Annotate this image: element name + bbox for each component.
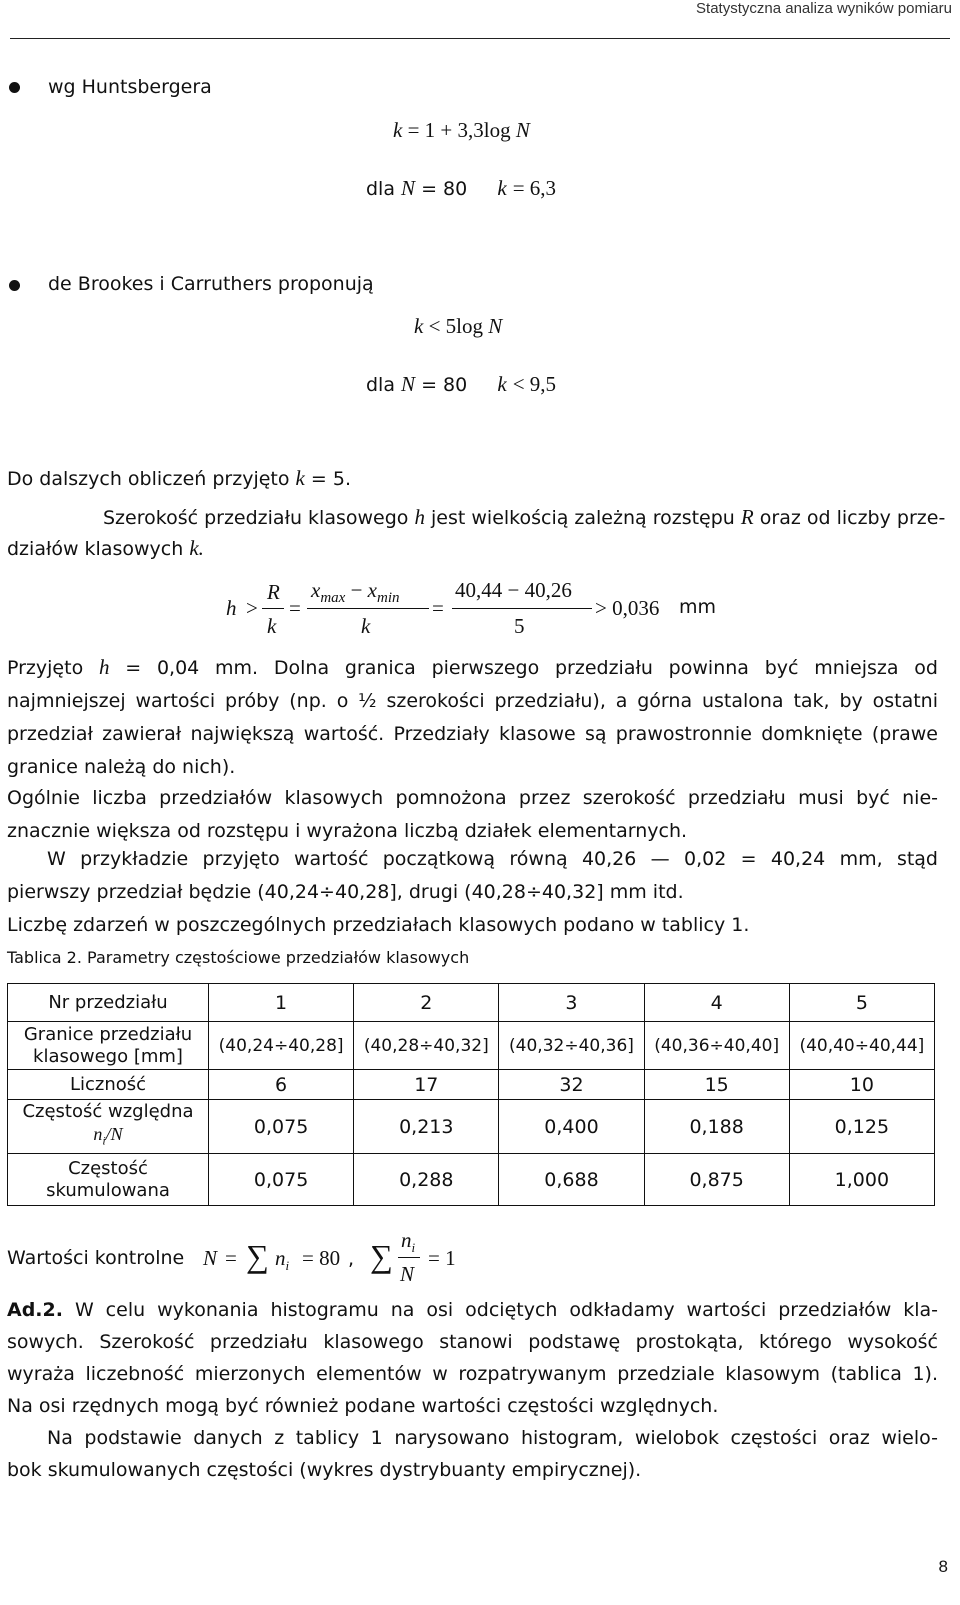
width-para-line-2: [7, 536, 204, 561]
frac-denominator: N: [400, 1262, 415, 1286]
result-k: k: [497, 176, 507, 200]
header-line: klasowego [mm]: [33, 1045, 183, 1067]
row-header: [8, 1100, 209, 1154]
result-value: < 9,5: [512, 372, 557, 396]
fraction-bar: [307, 608, 429, 609]
fraction-bar: [262, 608, 284, 609]
row-header: [8, 1154, 209, 1206]
line: [7, 1294, 938, 1326]
table-cell: 15: [644, 1070, 789, 1100]
table-cell: 10: [789, 1070, 934, 1100]
formula-N: N: [488, 314, 503, 338]
line: Ogólnie liczba przedziałów klasowych pomnożona przez szerokość przedziału musi być nie-: [7, 787, 938, 809]
row-header: Liczność: [8, 1070, 209, 1100]
k-symbol: k: [361, 614, 371, 638]
table-cell: (40,36÷40,40]: [644, 1022, 789, 1070]
formula-N: N: [515, 118, 530, 142]
huntsberger-label: wg Huntsbergera: [48, 76, 212, 98]
header-rule: [10, 38, 950, 39]
paragraph-ogolnie: [7, 782, 938, 848]
table-cell: 0,213: [354, 1100, 499, 1154]
table-cell: 0,188: [644, 1100, 789, 1154]
result-k: k: [497, 372, 507, 396]
table-cell: (40,24÷40,28]: [209, 1022, 354, 1070]
row-header: Nr przedziału: [8, 984, 209, 1022]
table-cell: 0,875: [644, 1154, 789, 1206]
sigma-icon: ∑: [370, 1238, 393, 1274]
table-cell: 2: [354, 984, 499, 1022]
header-line: skumulowana: [46, 1179, 170, 1201]
R-symbol: R: [740, 505, 754, 529]
N-symbol: N: [203, 1246, 218, 1270]
i-sub: i: [411, 1240, 416, 1256]
table-row-granice: [8, 1022, 935, 1070]
h-symbol: h: [226, 596, 237, 620]
table-cell: 0,075: [209, 1154, 354, 1206]
line: granice należą do nich).: [7, 756, 236, 778]
parameters-table: [7, 983, 935, 1206]
brookes-result: [366, 372, 556, 397]
header-line: Granice przedziału: [23, 1023, 193, 1045]
text: jest wielkością zależną rozstępu: [431, 507, 735, 529]
table-cell: 0,288: [354, 1154, 499, 1206]
brookes-formula: [414, 314, 502, 339]
text: Szerokość przedziału klasowego: [103, 507, 409, 529]
n-symbol: n: [275, 1246, 286, 1270]
xmax-term: [311, 578, 400, 607]
N-symbol: /N: [105, 1124, 123, 1145]
running-header: Statystyczna analiza wyników pomiaru: [696, 0, 952, 17]
line: sowych. Szerokość przedziału klasowego stanowi podstawę prostokąta, którego wysokość: [7, 1331, 938, 1353]
header-line: [8, 1123, 208, 1152]
k-symbol: k.: [189, 536, 204, 560]
text: = 0,04 mm. Dolna granica pierwszego przedziału powinna być mniejsza od: [125, 657, 938, 679]
table-cell: 0,075: [209, 1100, 354, 1154]
paragraph-ad2: [7, 1294, 938, 1486]
table-cell: 17: [354, 1070, 499, 1100]
denominator: 5: [514, 614, 525, 638]
brookes-label: de Brookes i Carruthers proponują: [48, 273, 374, 295]
line: [7, 651, 938, 685]
k-symbol: k: [267, 614, 277, 638]
line: Na podstawie danych z tablicy 1 narysowano histogram, wielobok częstości oraz wielo-: [47, 1427, 938, 1449]
bullet-icon: [9, 82, 20, 93]
text: oraz od liczby prze-: [759, 507, 946, 529]
table-cell: 1: [209, 984, 354, 1022]
frac-numerator: [401, 1228, 415, 1256]
n-symbol: n: [93, 1124, 103, 1145]
eq-sign: =: [432, 596, 444, 620]
header-line: Częstość: [68, 1157, 148, 1179]
formula-rhs: < 5log: [428, 314, 484, 338]
min-sub: min: [377, 590, 400, 607]
line: znacznie większa od rozstępu i wyrażona liczbą działek elementarnych.: [7, 820, 688, 842]
table-cell: 4: [644, 984, 789, 1022]
eq80: = 80: [421, 374, 468, 396]
table-cell: 0,400: [499, 1100, 644, 1154]
eq-sign: =: [225, 1246, 237, 1270]
table-caption: Tablica 2. Parametry częstościowe przedziałów klasowych: [7, 948, 470, 967]
gt-sign: >: [246, 596, 258, 620]
result: > 0,036: [595, 596, 660, 620]
x-symbol: x: [311, 578, 321, 602]
table-cell: (40,32÷40,36]: [499, 1022, 644, 1070]
paragraph-przyjeto: [7, 651, 938, 784]
table-cell: 3: [499, 984, 644, 1022]
dla-label: dla: [366, 374, 395, 396]
line: W przykładzie przyjęto wartość początkową równą 40,26 — 0,02 = 40,24 mm, stąd: [47, 848, 938, 870]
fraction-bar: [398, 1257, 420, 1258]
line: pierwszy przedział będzie (40,24÷40,28], drugi (40,28÷40,32] mm itd.: [7, 881, 684, 903]
text: W celu wykonania histogramu na osi odciętych odkładamy wartości przedziałów kla-: [74, 1299, 938, 1321]
table-cell: 1,000: [789, 1154, 934, 1206]
text: Przyjęto: [7, 657, 84, 679]
width-para-line-1: [103, 505, 945, 530]
page-number: 8: [938, 1557, 948, 1576]
i-sub: i: [285, 1258, 290, 1274]
n-i-term: [275, 1246, 289, 1274]
dla-label: dla: [366, 178, 395, 200]
max-sub: max: [320, 590, 346, 607]
header-line: Częstość względna: [22, 1101, 194, 1123]
n-symbol: n: [401, 1228, 412, 1252]
eq1: = 1: [428, 1246, 456, 1270]
formula-k: k: [414, 314, 424, 338]
ad2-label: Ad.2.: [7, 1299, 63, 1321]
bullet-icon: [9, 280, 20, 291]
huntsberger-result: [366, 176, 556, 201]
N-symbol: N: [401, 372, 416, 396]
text: działów klasowych: [7, 538, 184, 560]
h-symbol: h: [98, 655, 110, 679]
table-row-nr: [8, 984, 935, 1022]
line: wyraża liczebność mierzonych elementów w rozpatrywanym przedziale klasowym (tablica 1).: [7, 1363, 938, 1385]
table-row-czestosc: [8, 1100, 935, 1154]
table-cell: (40,28÷40,32]: [354, 1022, 499, 1070]
line: Na osi rzędnych mogą być również podane wartości częstości względnych.: [7, 1395, 719, 1417]
x-symbol: x: [367, 578, 377, 602]
numerator: 40,44 − 40,26: [455, 578, 572, 602]
result-value: = 6,3: [512, 176, 557, 200]
table-cell: 32: [499, 1070, 644, 1100]
R-symbol: R: [267, 580, 280, 604]
paragraph-przyklad: [7, 843, 938, 942]
formula-rhs: = 1 + 3,3log: [407, 118, 511, 142]
table-row-skumulowana: [8, 1154, 935, 1206]
row-header: [8, 1022, 209, 1070]
table-cell: (40,40÷40,44]: [789, 1022, 934, 1070]
k-symbol: k: [295, 466, 305, 490]
control-label: Wartości kontrolne: [7, 1247, 185, 1269]
eq80: = 80: [421, 178, 468, 200]
line: przedział zawierał największą wartość. Przedziały klasowe są prawostronnie domknięte (prawe: [7, 723, 938, 745]
comma: ,: [348, 1248, 355, 1270]
adopted-k-text: Do dalszych obliczeń przyjęto: [7, 468, 290, 490]
sigma-icon: ∑: [246, 1238, 269, 1274]
eq80: = 80: [302, 1246, 341, 1270]
line: bok skumulowanych częstości (wykres dystrybuanty empirycznej).: [7, 1459, 642, 1481]
unit: mm: [679, 596, 717, 618]
i-sub: i: [102, 1133, 106, 1148]
table-cell: 0,688: [499, 1154, 644, 1206]
N-symbol: N: [401, 176, 416, 200]
adopted-k-value: = 5.: [310, 468, 352, 490]
huntsberger-formula: [393, 118, 530, 143]
table-row-licznosc: [8, 1070, 935, 1100]
h-symbol: h: [414, 505, 425, 529]
fraction-bar: [452, 608, 592, 609]
eq-sign: =: [289, 596, 301, 620]
line: Liczbę zdarzeń w poszczególnych przedziałach klasowych podano w tablicy 1.: [7, 914, 750, 936]
line: najmniejszej wartości próby (np. o ½ szerokości przedziału), a górna ustalona tak, by ostatni: [7, 690, 938, 712]
formula-k: k: [393, 118, 403, 142]
adopted-k-line: [7, 466, 351, 491]
table-cell: 5: [789, 984, 934, 1022]
table-cell: 0,125: [789, 1100, 934, 1154]
minus-sign: −: [350, 578, 363, 602]
table-cell: 6: [209, 1070, 354, 1100]
